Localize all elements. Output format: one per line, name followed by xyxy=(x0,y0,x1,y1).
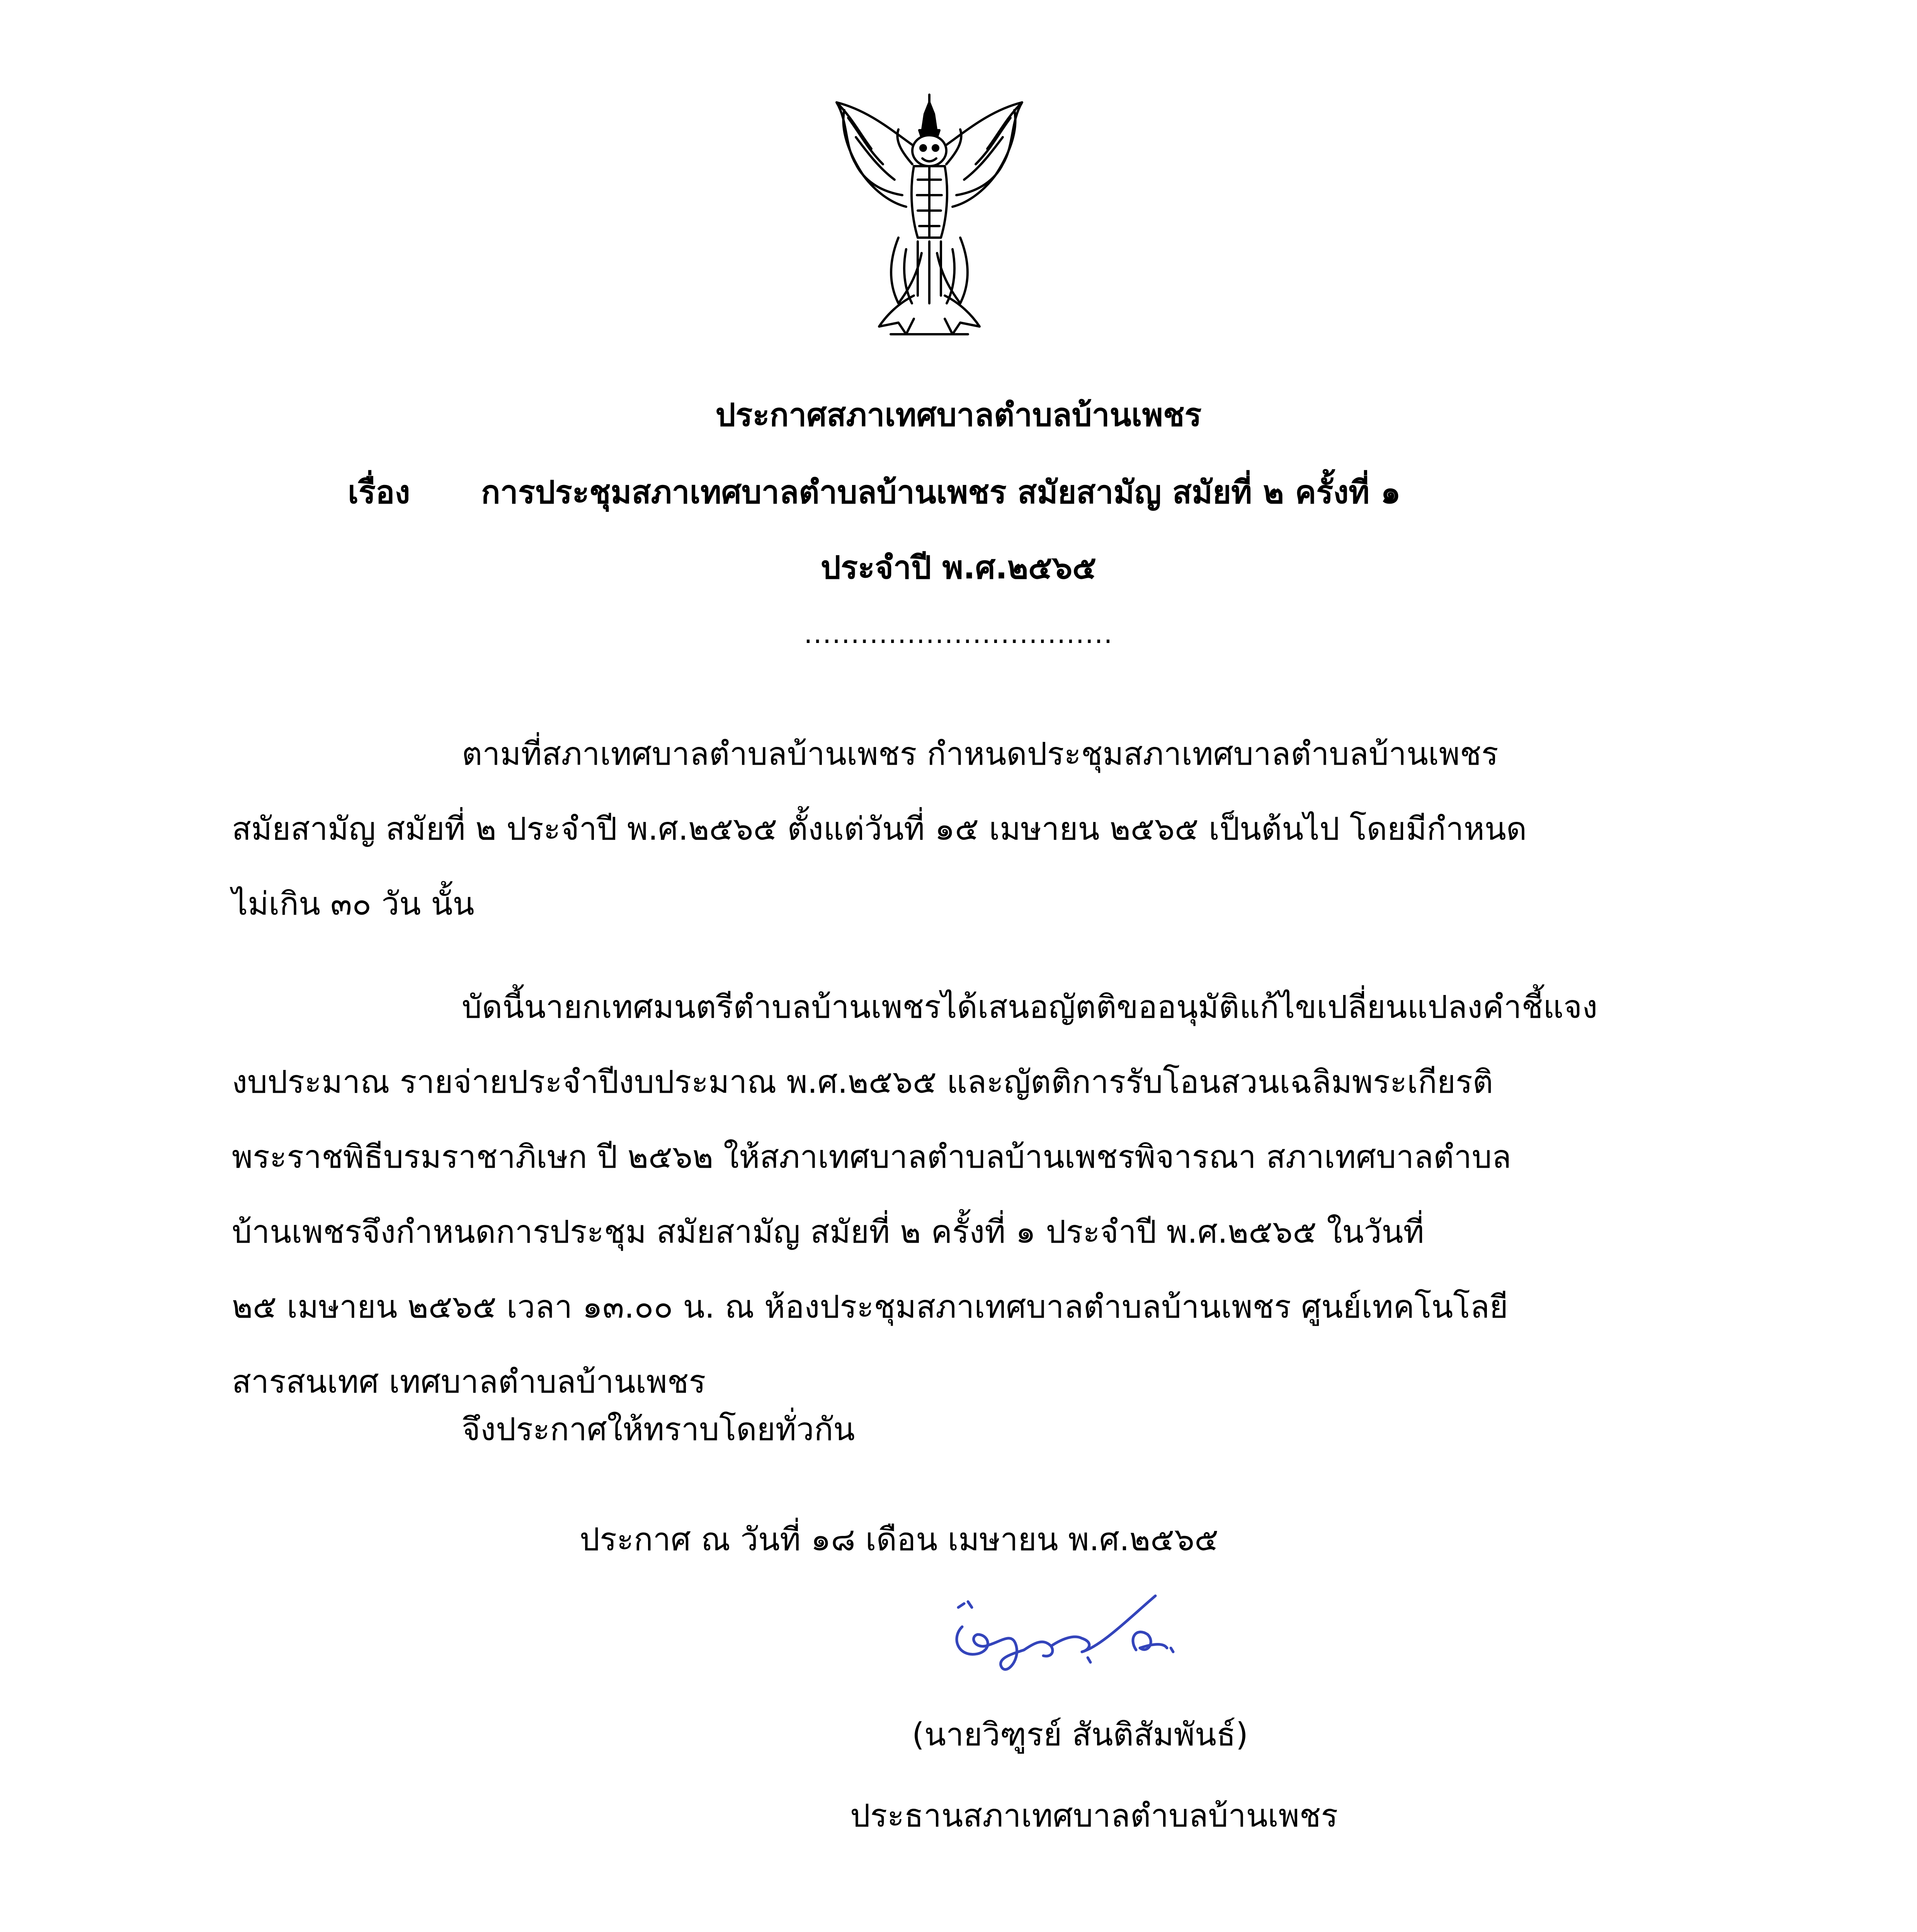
document-subject xyxy=(348,469,1401,516)
signer-position: ประธานสภาเทศบาลตำบลบ้านเพชร xyxy=(850,1798,1338,1834)
paragraph-line: พระราชพิธีบรมราชาภิเษก ปี ๒๕๖๒ ให้สภาเทศบาลตำบลบ้านเพชรพิจารณา สภาเทศบาลตำบล xyxy=(232,1139,1511,1175)
signer-name: (นายวิฑูรย์ สันติสัมพันธ์) xyxy=(912,1716,1249,1753)
announcement-date: ประกาศ ณ วันที่ ๑๘ เดือน เมษายน พ.ศ.๒๕๖๕ xyxy=(580,1521,1219,1558)
subject-label: เรื่อง xyxy=(348,474,410,511)
closing-statement: จึงประกาศให้ทราบโดยทั่วกัน xyxy=(462,1411,855,1448)
paragraph-line: สมัยสามัญ สมัยที่ ๒ ประจำปี พ.ศ.๒๕๖๕ ตั้งแต่วันที่ ๑๕ เมษายน ๒๕๖๕ เป็นต้นไป โดยมีกำหนด xyxy=(232,811,1527,847)
paragraph-1 xyxy=(232,717,1685,942)
subject-text: การประชุมสภาเทศบาลตำบลบ้านเพชร สมัยสามัญ สมัยที่ ๒ ครั้งที่ ๑ xyxy=(481,474,1401,511)
paragraph-line: ตามที่สภาเทศบาลตำบลบ้านเพชร กำหนดประชุมสภาเทศบาลตำบลบ้านเพชร xyxy=(462,736,1499,772)
garuda-emblem-icon xyxy=(821,87,1038,342)
paragraph-line: งบประมาณ รายจ่ายประจำปีงบประมาณ พ.ศ.๒๕๖๕ และญัตติการรับโอนสวนเฉลิมพระเกียรติ xyxy=(232,1064,1493,1100)
document-title: ประกาศสภาเทศบาลตำบลบ้านเพชร xyxy=(715,397,1202,434)
paragraph-line: บัดนี้นายกเทศมนตรีตำบลบ้านเพชรได้เสนอญัตติขออนุมัติแก้ไขเปลี่ยนแปลงคำชี้แจง xyxy=(462,989,1598,1026)
paragraph-line: สารสนเทศ เทศบาลตำบลบ้านเพชร xyxy=(232,1364,706,1400)
document-year-line: ประจำปี พ.ศ.๒๕๖๕ xyxy=(820,549,1097,586)
paragraph-2 xyxy=(232,970,1685,1420)
paragraph-line: บ้านเพชรจึงกำหนดการประชุม สมัยสามัญ สมัยที่ ๒ ครั้งที่ ๑ ประจำปี พ.ศ.๒๕๖๕ ในวันที่ xyxy=(232,1214,1424,1250)
handwritten-signature xyxy=(935,1580,1213,1708)
paragraph-line: ๒๕ เมษายน ๒๕๖๕ เวลา ๑๓.๐๐ น. ณ ห้องประชุมสภาเทศบาลตำบลบ้านเพชร ศูนย์เทคโนโลยี xyxy=(232,1289,1508,1325)
paragraph-line: ไม่เกิน ๓๐ วัน นั้น xyxy=(232,886,475,922)
separator-dots: ................................. xyxy=(804,618,1113,650)
